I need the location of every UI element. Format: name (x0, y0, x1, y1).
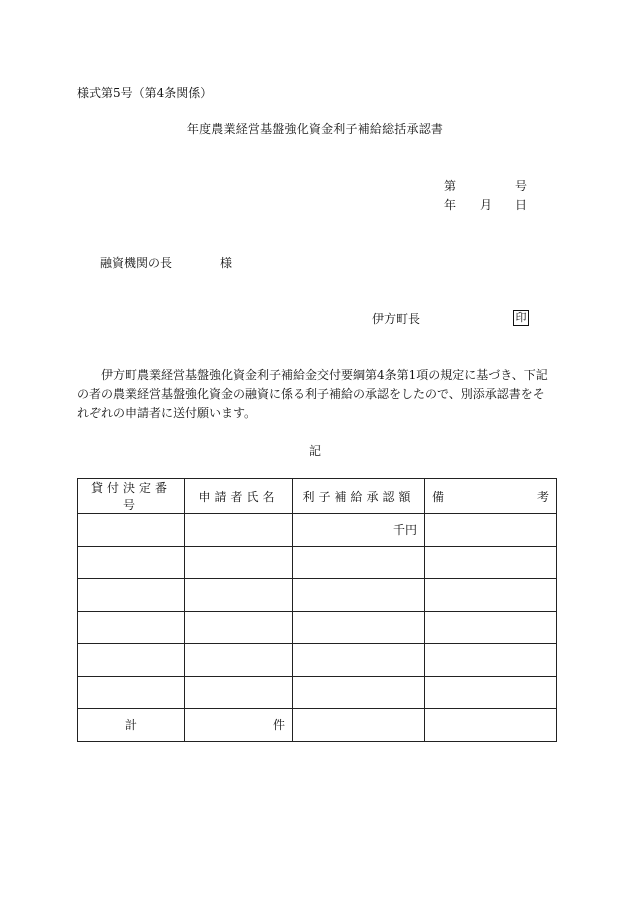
document-number-prefix: 第 (444, 179, 457, 193)
amount-cell[interactable] (293, 579, 425, 612)
total-amount-cell[interactable] (293, 709, 425, 742)
header-remarks (425, 479, 557, 514)
date-month-label: 月 (480, 198, 493, 212)
loan-number-cell[interactable] (78, 676, 185, 709)
form-number: 様式第5号（第4条関係） (77, 86, 213, 100)
loan-number-cell[interactable] (78, 546, 185, 579)
document-number-suffix: 号 (515, 179, 528, 193)
remarks-cell[interactable] (425, 644, 557, 677)
addressee-honorific: 様 (220, 256, 233, 270)
applicant-cell[interactable] (185, 611, 293, 644)
table-row (78, 611, 557, 644)
loan-number-cell[interactable] (78, 579, 185, 612)
loan-number-cell[interactable] (78, 644, 185, 677)
ki-heading: 記 (308, 444, 321, 458)
table-row (78, 644, 557, 677)
applicant-cell[interactable] (185, 514, 293, 547)
total-count-cell[interactable]: 件 (185, 709, 293, 742)
header-applicant-name: 申請者氏名 (185, 479, 293, 514)
amount-cell[interactable] (293, 644, 425, 677)
remarks-cell[interactable] (425, 579, 557, 612)
remarks-cell[interactable] (425, 546, 557, 579)
header-loan-number: 貸付決定番号 (78, 479, 185, 514)
total-label: 計 (78, 709, 185, 742)
applicant-cell[interactable] (185, 579, 293, 612)
sender-name: 伊方町長 (372, 312, 421, 326)
remarks-cell[interactable] (425, 611, 557, 644)
applicant-cell[interactable] (185, 644, 293, 677)
amount-cell[interactable]: 千円 (293, 514, 425, 547)
amount-cell[interactable] (293, 611, 425, 644)
approval-table (77, 478, 557, 742)
table-row (78, 514, 557, 547)
loan-number-cell[interactable] (78, 514, 185, 547)
header-remarks-1: 備 (432, 489, 445, 504)
seal-mark: 印 (513, 310, 529, 326)
table-row (78, 676, 557, 709)
remarks-cell[interactable] (425, 514, 557, 547)
applicant-cell[interactable] (185, 546, 293, 579)
addressee-name: 融資機関の長 (100, 256, 173, 270)
applicant-cell[interactable] (185, 676, 293, 709)
header-remarks-2: 考 (536, 489, 549, 504)
table-header-row (78, 479, 557, 514)
amount-cell[interactable] (293, 676, 425, 709)
total-remarks-cell[interactable] (425, 709, 557, 742)
table-row (78, 546, 557, 579)
total-row (78, 709, 557, 742)
date-day-label: 日 (515, 198, 528, 212)
document-title: 年度農業経営基盤強化資金利子補給総括承認書 (186, 122, 444, 136)
amount-cell[interactable] (293, 546, 425, 579)
date-year-label: 年 (444, 198, 457, 212)
header-approved-amount: 利子補給承認額 (293, 479, 425, 514)
body-paragraph: 伊方町農業経営基盤強化資金利子補給金交付要綱第4条第1項の規定に基づき、下記の者の農業経営基盤強化資金の融資に係る利子補給の承認をしたので、別添承認書をそれぞれの申請者に送付願います。 (77, 368, 548, 420)
loan-number-cell[interactable] (78, 611, 185, 644)
table-row (78, 579, 557, 612)
remarks-cell[interactable] (425, 676, 557, 709)
